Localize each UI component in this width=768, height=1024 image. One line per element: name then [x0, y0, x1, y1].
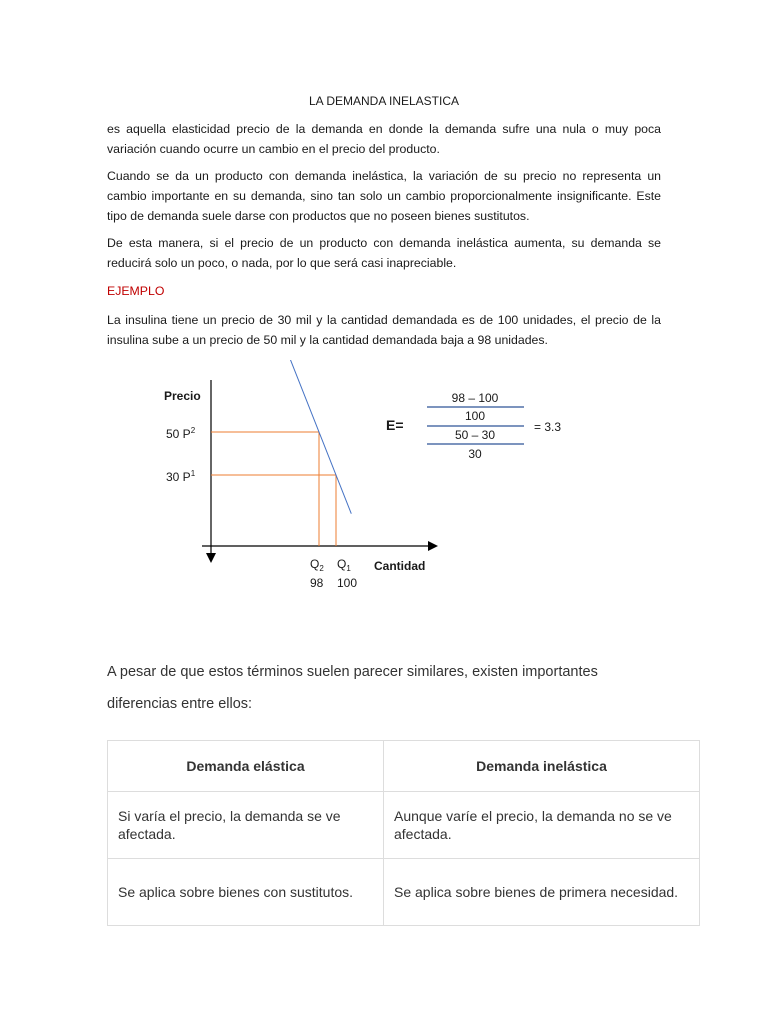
consequence-paragraph: De esta manera, si el precio de un producto con demanda inelástica aumenta, su demanda se reducirá solo un poco, o nada, por lo que será casi inapreciable. — [107, 236, 661, 270]
page-title: LA DEMANDA INELASTICA — [308, 94, 460, 108]
demand-curve — [280, 360, 351, 514]
table-cell: Aunque varíe el precio, la demanda no se ve afectada. — [384, 792, 700, 859]
intro-text: A pesar de que estos términos suelen parecer similares, existen importantes diferencias entre ellos: — [107, 664, 598, 712]
formula-lhs: E= — [386, 417, 404, 433]
demand-chart — [0, 360, 768, 600]
table-row — [108, 859, 700, 926]
table-row — [108, 792, 700, 859]
quantity-value-q2: 98 — [310, 576, 324, 590]
formula-bottom-numerator: 50 – 30 — [454, 428, 496, 442]
quantity-value-q1: 100 — [337, 576, 358, 590]
table-header-row — [108, 741, 700, 792]
y-axis-arrow — [206, 553, 216, 563]
table-cell: Se aplica sobre bienes de primera necesidad. — [384, 859, 700, 926]
price-label-p2: 50 $P^2$ — [166, 426, 196, 441]
formula-bottom-denominator: 30 — [468, 447, 482, 461]
quantity-label-q2: $Q_2$ — [310, 557, 324, 573]
table-cell: Si varía el precio, la demanda se ve afectada. — [108, 792, 384, 859]
comparison-table — [107, 740, 700, 926]
formula-result: = 3.3 — [534, 420, 562, 434]
explanation-paragraph: Cuando se da un producto con demanda inelástica, la variación de su precio no representa un cambio importante en su demanda, sino tan solo un cambio proporcionalmente insignificante. Este tipo de demanda suele darse con productos que no poseen bienes sustitutos. — [107, 169, 661, 223]
y-axis-label: Precio — [164, 389, 201, 403]
definition-paragraph: es aquella elasticidad precio de la demanda en donde la demanda sufre una nula o muy poca variación cuando ocurre un cambio en el precio del producto. — [107, 122, 661, 156]
header-inelastic: Demanda inelástica — [384, 741, 700, 792]
quantity-label-q1: $Q_1$ — [337, 557, 351, 573]
example-heading: EJEMPLO — [107, 284, 165, 298]
formula-top-numerator: 98 – 100 — [451, 391, 499, 405]
header-elastic: Demanda elástica — [108, 741, 384, 792]
example-paragraph: La insulina tiene un precio de 30 mil y la cantidad demandada es de 100 unidades, el precio de la insulina sube a un precio de 50 mil y la cantidad demandada baja a 98 unidades. — [107, 313, 661, 347]
table-cell: Se aplica sobre bienes con sustitutos. — [108, 859, 384, 926]
x-axis-arrow — [428, 541, 438, 551]
price-label-p1: 30 $P^1$ — [166, 469, 196, 484]
formula-top-denominator: 100 — [464, 409, 486, 423]
x-axis-label: Cantidad — [374, 559, 426, 573]
